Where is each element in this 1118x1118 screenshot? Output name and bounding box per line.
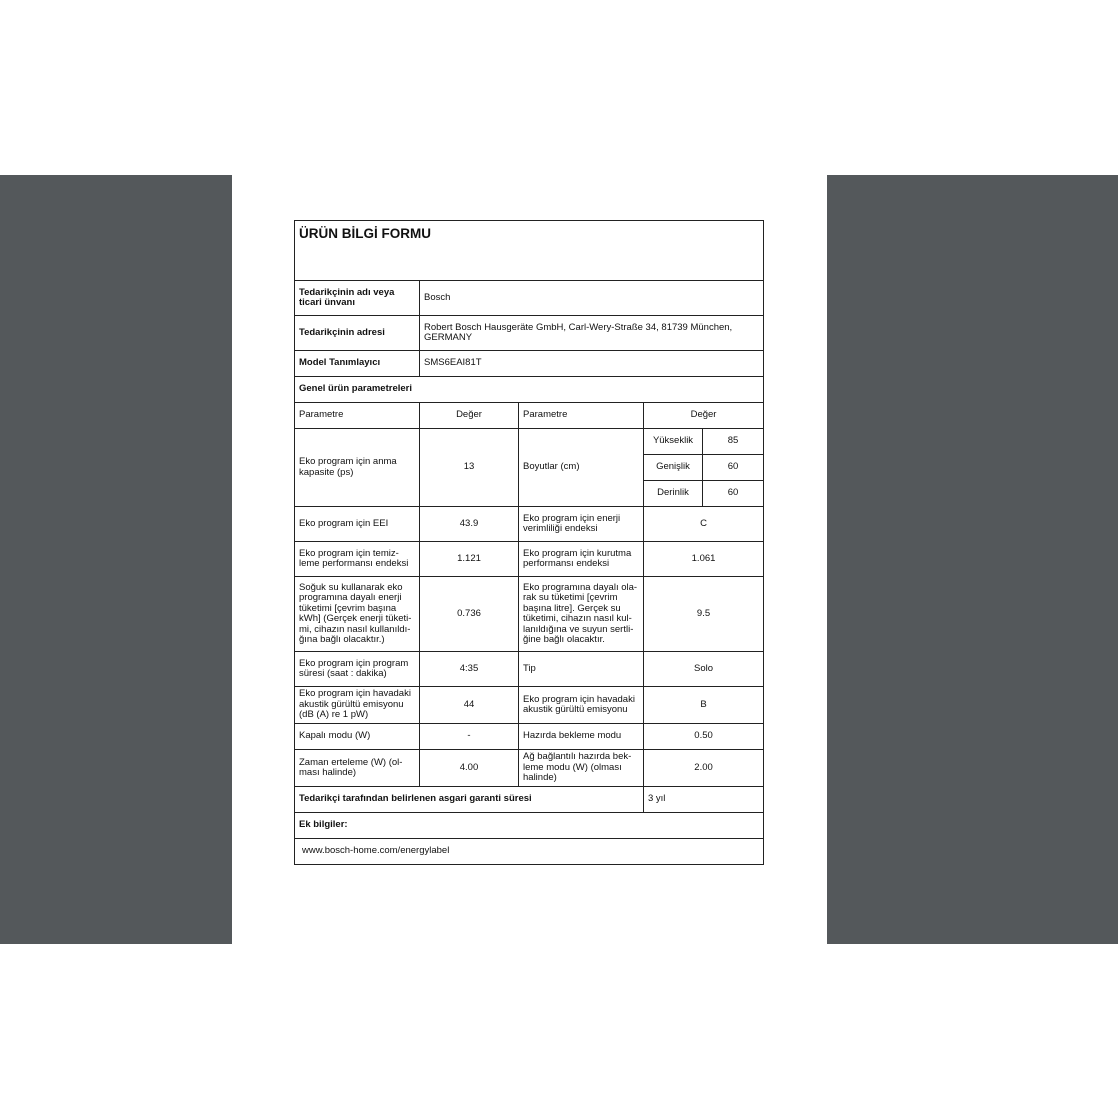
- col-value-header: Değer: [420, 403, 519, 429]
- supplier-name-label: Tedarikçinin adı veya ticari ünvanı: [295, 281, 420, 316]
- eei-row: [295, 507, 764, 542]
- consumption-row: [295, 577, 764, 652]
- network-standby-label: Ağ bağlantılı hazırda bek-leme modu (W) (olması halinde): [519, 750, 644, 787]
- depth-label: Derinlik: [644, 481, 703, 507]
- height-value: 85: [703, 429, 764, 455]
- warranty-row: [295, 787, 764, 813]
- type-value: Solo: [644, 652, 764, 687]
- network-standby-value: 2.00: [644, 750, 764, 787]
- duration-row: [295, 652, 764, 687]
- model-row: [295, 351, 764, 377]
- off-mode-label: Kapalı modu (W): [295, 724, 420, 750]
- width-value: 60: [703, 455, 764, 481]
- supplier-name-row: [295, 281, 764, 316]
- supplier-address-row: [295, 316, 764, 351]
- title-row: [295, 221, 764, 281]
- energy-class-label: Eko program için enerji verimliliği endeksi: [519, 507, 644, 542]
- delay-label: Zaman erteleme (W) (ol-ması halinde): [295, 750, 420, 787]
- noise-row: [295, 687, 764, 724]
- height-label: Yükseklik: [644, 429, 703, 455]
- noise-class-value: B: [644, 687, 764, 724]
- drying-label: Eko program için kurutma performansı endeksi: [519, 542, 644, 577]
- extra-info-row: [295, 813, 764, 839]
- eei-value: 43.9: [420, 507, 519, 542]
- water-consumption-label: Eko programına dayalı ola-rak su tüketimi [çevrim başına litre]. Gerçek su tüketimi, cihazın nasıl kul-lanıldığına ve suyun sertli-ğine bağlı olacaktır.: [519, 577, 644, 652]
- duration-label: Eko program için program süresi (saat : dakika): [295, 652, 420, 687]
- supplier-name-value: Bosch: [420, 281, 764, 316]
- energy-label-url: www.bosch-home.com/energylabel: [295, 839, 764, 865]
- delay-row: [295, 750, 764, 787]
- capacity-label: Eko program için anma kapasite (ps): [295, 429, 420, 507]
- standby-label: Hazırda bekleme modu: [519, 724, 644, 750]
- off-mode-row: [295, 724, 764, 750]
- off-mode-value: -: [420, 724, 519, 750]
- supplier-address-label: Tedarikçinin adresi: [295, 316, 420, 351]
- column-header-row: [295, 403, 764, 429]
- width-label: Genişlik: [644, 455, 703, 481]
- drying-value: 1.061: [644, 542, 764, 577]
- duration-value: 4:35: [420, 652, 519, 687]
- cleaning-row: [295, 542, 764, 577]
- form-title: ÜRÜN BİLGİ FORMU: [299, 226, 431, 241]
- water-consumption-value: 9.5: [644, 577, 764, 652]
- model-value: SMS6EAI81T: [420, 351, 764, 377]
- general-params-label: Genel ürün parametreleri: [295, 377, 764, 403]
- col-param-header: Parametre: [295, 403, 420, 429]
- dimensions-label: Boyutlar (cm): [519, 429, 644, 507]
- noise-class-label: Eko program için havadaki akustik gürültü emisyonu: [519, 687, 644, 724]
- capacity-row: [295, 429, 764, 455]
- url-row: [295, 839, 764, 865]
- delay-value: 4.00: [420, 750, 519, 787]
- col-param-header-2: Parametre: [519, 403, 644, 429]
- cleaning-value: 1.121: [420, 542, 519, 577]
- product-info-form-table: [294, 220, 764, 865]
- capacity-value: 13: [420, 429, 519, 507]
- col-value-header-2: Değer: [644, 403, 764, 429]
- supplier-address-value: Robert Bosch Hausgeräte GmbH, Carl-Wery-Straße 34, 81739 München, GERMANY: [420, 316, 764, 351]
- extra-info-label: Ek bilgiler:: [295, 813, 764, 839]
- energy-consumption-label: Soğuk su kullanarak eko programına dayalı enerji tüketimi [çevrim başına kWh] (Gerçek enerji tüketi-mi, cihazın nasıl kullanıldı-ğına bağlı olacaktır.): [295, 577, 420, 652]
- general-params-row: [295, 377, 764, 403]
- warranty-value: 3 yıl: [644, 787, 764, 813]
- noise-label: Eko program için havadaki akustik gürültü emisyonu (dB (A) re 1 pW): [295, 687, 420, 724]
- type-label: Tip: [519, 652, 644, 687]
- standby-value: 0.50: [644, 724, 764, 750]
- noise-value: 44: [420, 687, 519, 724]
- energy-consumption-value: 0.736: [420, 577, 519, 652]
- warranty-label: Tedarikçi tarafından belirlenen asgari garanti süresi: [295, 787, 644, 813]
- model-label: Model Tanımlayıcı: [295, 351, 420, 377]
- eei-label: Eko program için EEI: [295, 507, 420, 542]
- depth-value: 60: [703, 481, 764, 507]
- cleaning-label: Eko program için temiz-leme performansı endeksi: [295, 542, 420, 577]
- energy-class-value: C: [644, 507, 764, 542]
